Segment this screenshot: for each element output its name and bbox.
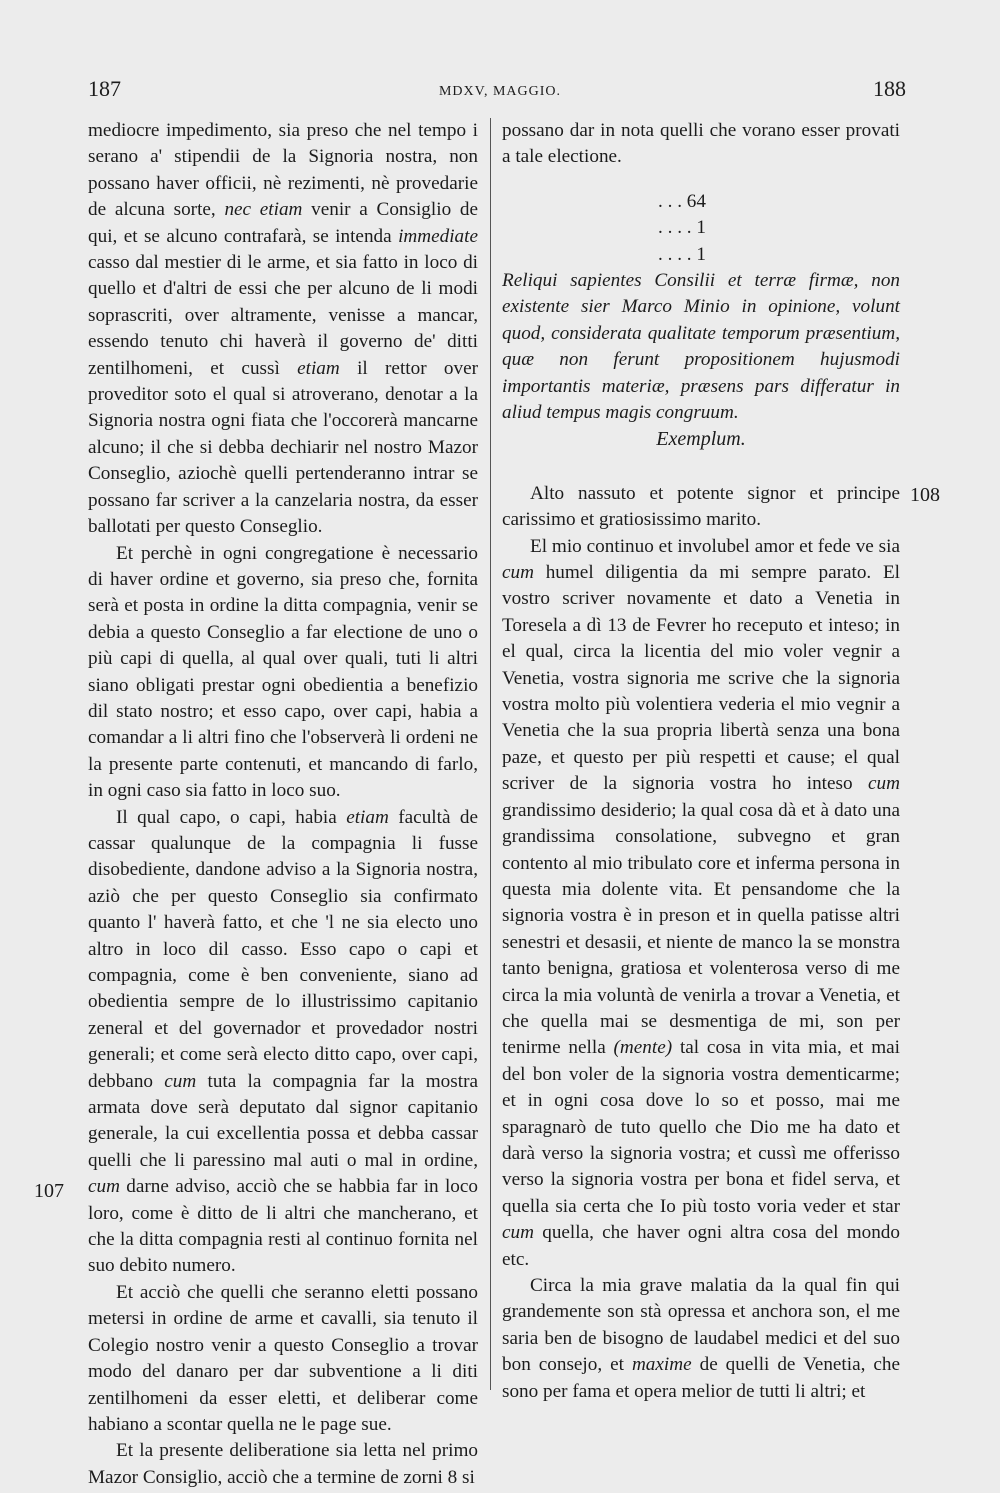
italic-run: cum (868, 773, 900, 795)
running-header: MDXV, MAGGIO. (438, 84, 562, 99)
tally-line: . . . 64 (658, 190, 706, 212)
text-run: il rettor over proveditor soto el qual si atroverano, denotar a la Signoria nostra ogni fiata che l'occorerà mancarne alcuno; il che si debba dechiarir nel nostro Mazor Conseglio, aziochè quelli pertenderanno intrar se possano far scriver a la canzelaria nostra, da esser ballotati per questo Conseglio. (88, 357, 478, 538)
text-run: humel diligentia da mi sempre parato. El vostro scriver novamente et dato a Venetia in Toresela a dì 13 de Fevrer ho receputo et inteso; in el qual, circa la licentia del mio voler vegnir a Venetia, vostra signoria me scrive che la signoria vostra molto più volentiera vederia el mio vegnir a Venetia che la sua propria libertà senza una bona paze, et questo per più respetti et cause; el qual scriver de la signoria vostra ho inteso (502, 562, 900, 795)
page-number-right: 188 (873, 76, 906, 101)
italic-run: cum (88, 1176, 120, 1198)
left-column (88, 118, 478, 1491)
italic-run: immediate (398, 225, 478, 247)
vote-tally (502, 189, 900, 268)
right-column (502, 118, 900, 1405)
right-paragraph-3 (502, 534, 900, 1273)
column-divider (490, 118, 491, 1390)
italic-run: cum (502, 562, 534, 584)
text-run: darne adviso, acciò che se habbia far in loco loro, come è ditto de li altri che mancherano, et che la ditta compagnia resti al continuo fornita nel suo debito numero. (88, 1176, 478, 1277)
page-number-left: 187 (88, 76, 121, 101)
section-heading-exemplum: Exemplum. (656, 428, 746, 451)
text-run: Il qual capo, o capi, habia (116, 806, 347, 828)
text-run: grandissimo desiderio; la qual cosa dà et à dato una grandissima consolatione, subvegno et gran contento al mio tribulato core et inferma persona in questa mia dolente vita. Et pensandome che la signoria vostra è in preson et in quella patisse altri senestri et desasii, et niente de manco la se monstra tanto benigna, gratiosa et volenterosa verso di me circa la mia voluntà de venirla a trovar a Venetia, et che quella mai se desmentiga de mi, son per tenirme nella (502, 799, 900, 1059)
text-run: quella, che haver ogni altra cosa del mondo etc. (502, 1222, 900, 1270)
right-paragraph-2: Alto nassuto et potente signor et principe carissimo et gratiosissimo marito. (502, 482, 900, 531)
italic-run: maxime (631, 1354, 692, 1376)
tally-line: . . . . 1 (658, 217, 706, 239)
left-paragraph-5: Et la presente deliberatione sia letta nel primo Mazor Consiglio, acciò che a termine de zorni 8 si (88, 1440, 478, 1488)
italic-run: (mente) (613, 1037, 673, 1059)
right-paragraph-4 (502, 1273, 900, 1405)
text-run: Reliqui sapientes Consilii et terræ firmæ, non existente sier (502, 269, 900, 318)
text-run: El mio continuo et involubel amor et fede ve sia (530, 535, 900, 557)
text-run: in opinione, volunt quod, considerata qualitate temporum præsentium, quæ non ferunt propositionem hujusmodi importantis materiæ, præsens pars differatur in aliud tempus magis congruum. (502, 296, 900, 424)
text-run: Marco Minio (621, 296, 730, 318)
left-paragraph-1 (88, 118, 478, 541)
text-run: Circa la mia grave malatia da la qual fin qui grandemente son stà opressa et anchora son, el me saria ben de bisogno de laudabel medici et del suo bon consejo, et (502, 1275, 900, 1376)
italic-run: nec etiam (224, 199, 303, 221)
latin-motion (502, 268, 900, 426)
text-run: facultà de cassar qualunque de la compagnia li fusse disobediente, dandone adviso a la Signoria nostra, aziò che per questo Conseglio sia confirmato quanto l' haverà fatto, et che 'l ne sia electo uno altro in loco dil casso. Esso capo o capi et compagnia, come è ben conveniente, siano ad obedientia sempre de lo illustrissimo capitanio zeneral et del governador et provedador nostri generali; et come serà electo ditto capo, over capi, debbano (88, 806, 478, 1092)
italic-run: etiam (346, 806, 389, 828)
text-run: casso dal mestier di le arme, et sia fatto in loco di quello et d'altri de essi che per alcuno de li modi soprascriti, over altramente, venisse a mancar, essendo tenuto chi haverà il governo de' ditti zentilhomeni, et cussì (88, 252, 478, 379)
right-paragraph-1: possano dar in nota quelli che vorano esser provati a tale electione. (502, 120, 900, 168)
text-run: tal cosa in vita mia, et mai del bon voler de la signoria vostra dementicarme; et in ogni cosa dove lo so et posso, mai me sparagnarò de tuto quello che Dio me ha dato et darà verso la signoria vostra; et cussì me offerisso verso la signoria vostra per bona et fidel serva, et quella sia certa che Io più tosto voria veder et star (502, 1037, 900, 1217)
italic-run: cum (164, 1070, 197, 1092)
italic-run: cum (502, 1222, 534, 1244)
margin-number-107: 107 (34, 1180, 64, 1202)
margin-number-108: 108 (910, 484, 940, 506)
text-run: venir a Consiglio de qui, et se alcuno contrafarà, se intenda (88, 199, 478, 247)
tally-line: . . . . 1 (658, 243, 706, 265)
spacer (502, 453, 900, 481)
text-run: mediocre impedimento, sia preso che nel tempo i serano a' stipendii de la Signoria nostra, non possano haver officii, nè rezimenti, nè provedarie de alcuna sorte, (88, 120, 478, 221)
text-run: tuta la compagnia far la mostra armata dove serà deputato dal signor capitanio generale, la cui excellentia possa et debba cassar quelli che li paressino mal auti o mal in ordine, (88, 1070, 478, 1171)
left-paragraph-3 (88, 805, 478, 1280)
text-run: de quelli de Venetia, che sono per fama et opera melior de tutti li altri; et (502, 1354, 900, 1402)
left-paragraph-2: Et perchè in ogni congregatione è necessario di haver ordine et governo, sia preso che, fornita serà et posta in ordine la ditta compagnia, venir se debia a questo Conseglio a far electione de uno o più capi di quella, al qual over quali, tuti li altri siano obligati prestar ogni obedientia a benefizio dil stato nostro; et esso capo, over capi, habia a comandar a li altri fino che l'observerà li ordeni ne la presente parte contenuti, et mancando di farlo, in ogni caso sia fatto in loco suo. (88, 542, 478, 802)
italic-run: etiam (297, 357, 340, 379)
left-paragraph-4: Et acciò che quelli che seranno eletti possano metersi in ordine de arme et cavalli, sia tenuto il Colegio nostro venir a questo Conseglio a trovar modo del danaro per dar subventione a li diti zentilhomeni da esser eletti, et deliberar come habiano a scontar quella ne le page sue. (88, 1281, 478, 1435)
